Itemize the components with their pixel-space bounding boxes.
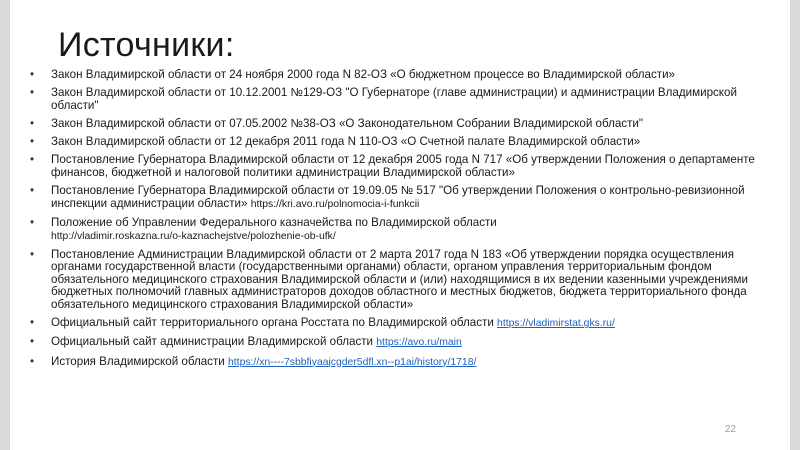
item-text: Закон Владимирской области от 24 ноября 2000 года N 82-ОЗ «О бюджетном процессе во Владимирской области» <box>51 68 676 81</box>
list-item <box>40 118 782 131</box>
list-item <box>40 249 782 312</box>
avo-link[interactable]: https://avo.ru/main <box>376 337 462 349</box>
list-item <box>40 87 782 112</box>
item-url: https://kri.avo.ru/polnomocia-i-funkcii <box>250 198 420 210</box>
page-number: 22 <box>724 424 736 435</box>
sources-list <box>40 69 782 375</box>
list-item <box>40 336 782 350</box>
list-item <box>40 69 782 82</box>
list-item <box>40 154 782 179</box>
rosstat-link[interactable]: https://vladimirstat.gks.ru/ <box>497 318 615 330</box>
item-text: Постановление Губернатора Владимирской области от 19.09.05 № 517 "Об утверждении Положения о контрольно-ревизионной инспекции администрации области» <box>51 184 745 210</box>
page-title: Источники: <box>58 26 235 64</box>
item-text: Официальный сайт администрации Владимирской области <box>51 335 374 349</box>
item-text: История Владимирской области <box>51 354 225 368</box>
list-item <box>40 136 782 149</box>
item-text: Постановление Губернатора Владимирской области от 12 декабря 2005 года N 717 «Об утверждении Положения о департаменте финансов, бюджетной и налоговой политики администрации Владимирской области» <box>51 153 755 179</box>
item-text: Постановление Администрации Владимирской области от 2 марта 2017 года N 183 «Об утверждении порядка осуществления органами государственной власти (государственными органами) области, органом управления территориальным фондом обязательного медицинского страхования Владимирской области и (или) находящимися в их ведении казенными учреждениями бюджетных полномочий главных администраторов доходов областного и местных бюджетов, бюджета территориального фонда обязательного медицинского страхования Владимирской области» <box>51 247 748 312</box>
item-text: Закон Владимирской области от 10.12.2001 №129-ОЗ "О Губернаторе (главе администрации) и администрации Владимирской области" <box>51 86 737 112</box>
list-item <box>40 217 782 243</box>
history-link[interactable]: https://xn----7sbbfiyaajcgder5dfl.xn--p1ai/history/1718/ <box>228 356 477 368</box>
item-text: Закон Владимирской области от 07.05.2002 №38-ОЗ «О Законодательном Собрании Владимирской области" <box>51 116 644 130</box>
list-item <box>40 317 782 331</box>
slide <box>10 0 790 450</box>
item-url: http://vladimir.roskazna.ru/o-kaznachejstve/polozhenie-ob-ufk/ <box>51 230 336 242</box>
list-item <box>40 185 782 211</box>
item-text: Закон Владимирской области от 12 декабря 2011 года N 110-ОЗ «О Счетной палате Владимирской области» <box>51 135 641 149</box>
item-text: Официальный сайт территориального органа Росстата по Владимирской области <box>51 316 494 330</box>
item-text: Положение об Управлении Федерального казначейства по Владимирской области <box>51 215 497 229</box>
list-item <box>40 356 782 370</box>
